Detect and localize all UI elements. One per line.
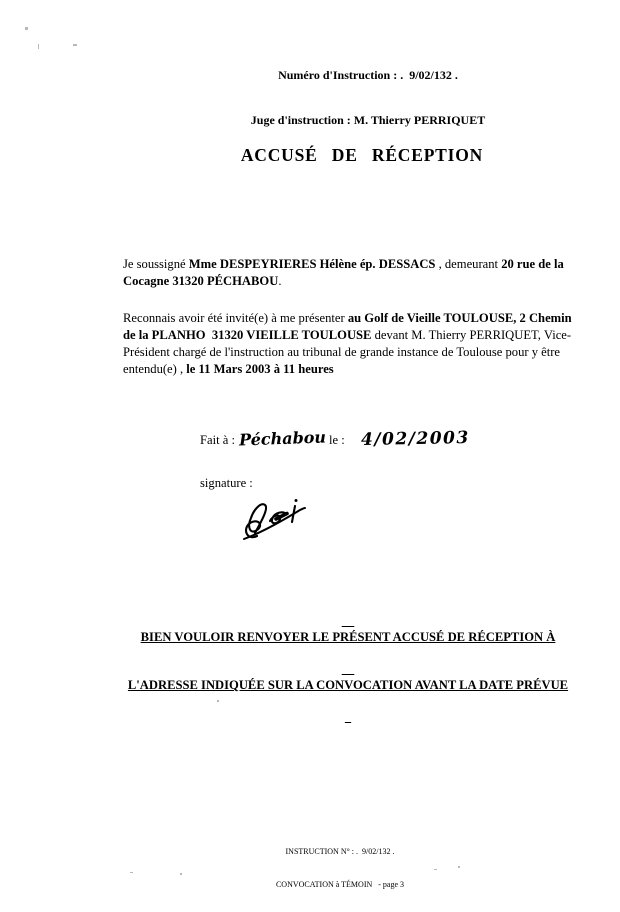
summons-middle: devant M. Thierry PERRIQUET, Vice-Président chargé de l'instruction au tribunal de grande instance de Toulouse pour y être entendu(e) ,: [123, 328, 572, 376]
handwritten-date: 4/02/2003: [360, 428, 470, 450]
instruction-number-line: Numéro d'Instruction : . 9/02/132 .: [278, 68, 458, 82]
le-label: le :: [329, 433, 345, 447]
scan-speck: [38, 44, 39, 49]
summons-location: au Golf de Vieille TOULOUSE, 2 Chemin de la PLANHO 31320 VIEILLE TOULOUSE: [123, 311, 575, 342]
recipient-address: 20 rue de la Cocagne 31320 PÉCHABOU: [123, 257, 567, 288]
completion-line: [200, 429, 469, 449]
scan-speck: [180, 873, 182, 875]
scan-speck: [73, 44, 77, 46]
recipient-name: Mme DESPEYRIERES Hélène ép. DESSACS: [188, 257, 436, 271]
page-title: ACCUSÉ DE RÉCEPTION: [240, 145, 484, 165]
judge-line: Juge d'instruction : M. Thierry PERRIQUET: [250, 113, 486, 127]
scan-speck: [434, 869, 437, 870]
return-notice-line2: L'ADRESSE INDIQUÉE SUR LA CONVOCATION AVANT LA DATE PRÉVUE: [127, 678, 569, 692]
handwritten-place: Péchabou: [238, 427, 327, 450]
fait-a-label: Fait à :: [200, 433, 235, 447]
scan-speck: [130, 872, 133, 873]
return-notice: [76, 597, 620, 725]
scan-speck: [458, 866, 460, 868]
summons-paragraph: [123, 310, 580, 378]
scan-speck: [217, 700, 219, 702]
summons-datetime: le 11 Mars 2003 à 11 heures: [186, 362, 334, 376]
recipient-paragraph: [123, 256, 580, 290]
return-notice-line1: BIEN VOULOIR RENVOYER LE PRÉSENT ACCUSÉ DE RÉCEPTION À: [140, 630, 556, 644]
signature-scribble: [236, 496, 312, 546]
recipient-end: .: [278, 274, 282, 288]
summons-intro: Reconnais avoir été invité(e) à me présenter: [123, 311, 348, 325]
recipient-middle: , demeurant: [435, 257, 502, 271]
scan-speck: [25, 27, 28, 30]
page-footer: [60, 824, 620, 912]
signature-label: signature :: [200, 476, 253, 490]
footer-convocation-page: CONVOCATION à TÉMOIN - page 3: [275, 880, 405, 889]
footer-instruction-number: INSTRUCTION N° : . 9/02/132 .: [285, 847, 395, 856]
recipient-intro: Je soussigné: [123, 257, 189, 271]
document-header: [116, 38, 620, 158]
